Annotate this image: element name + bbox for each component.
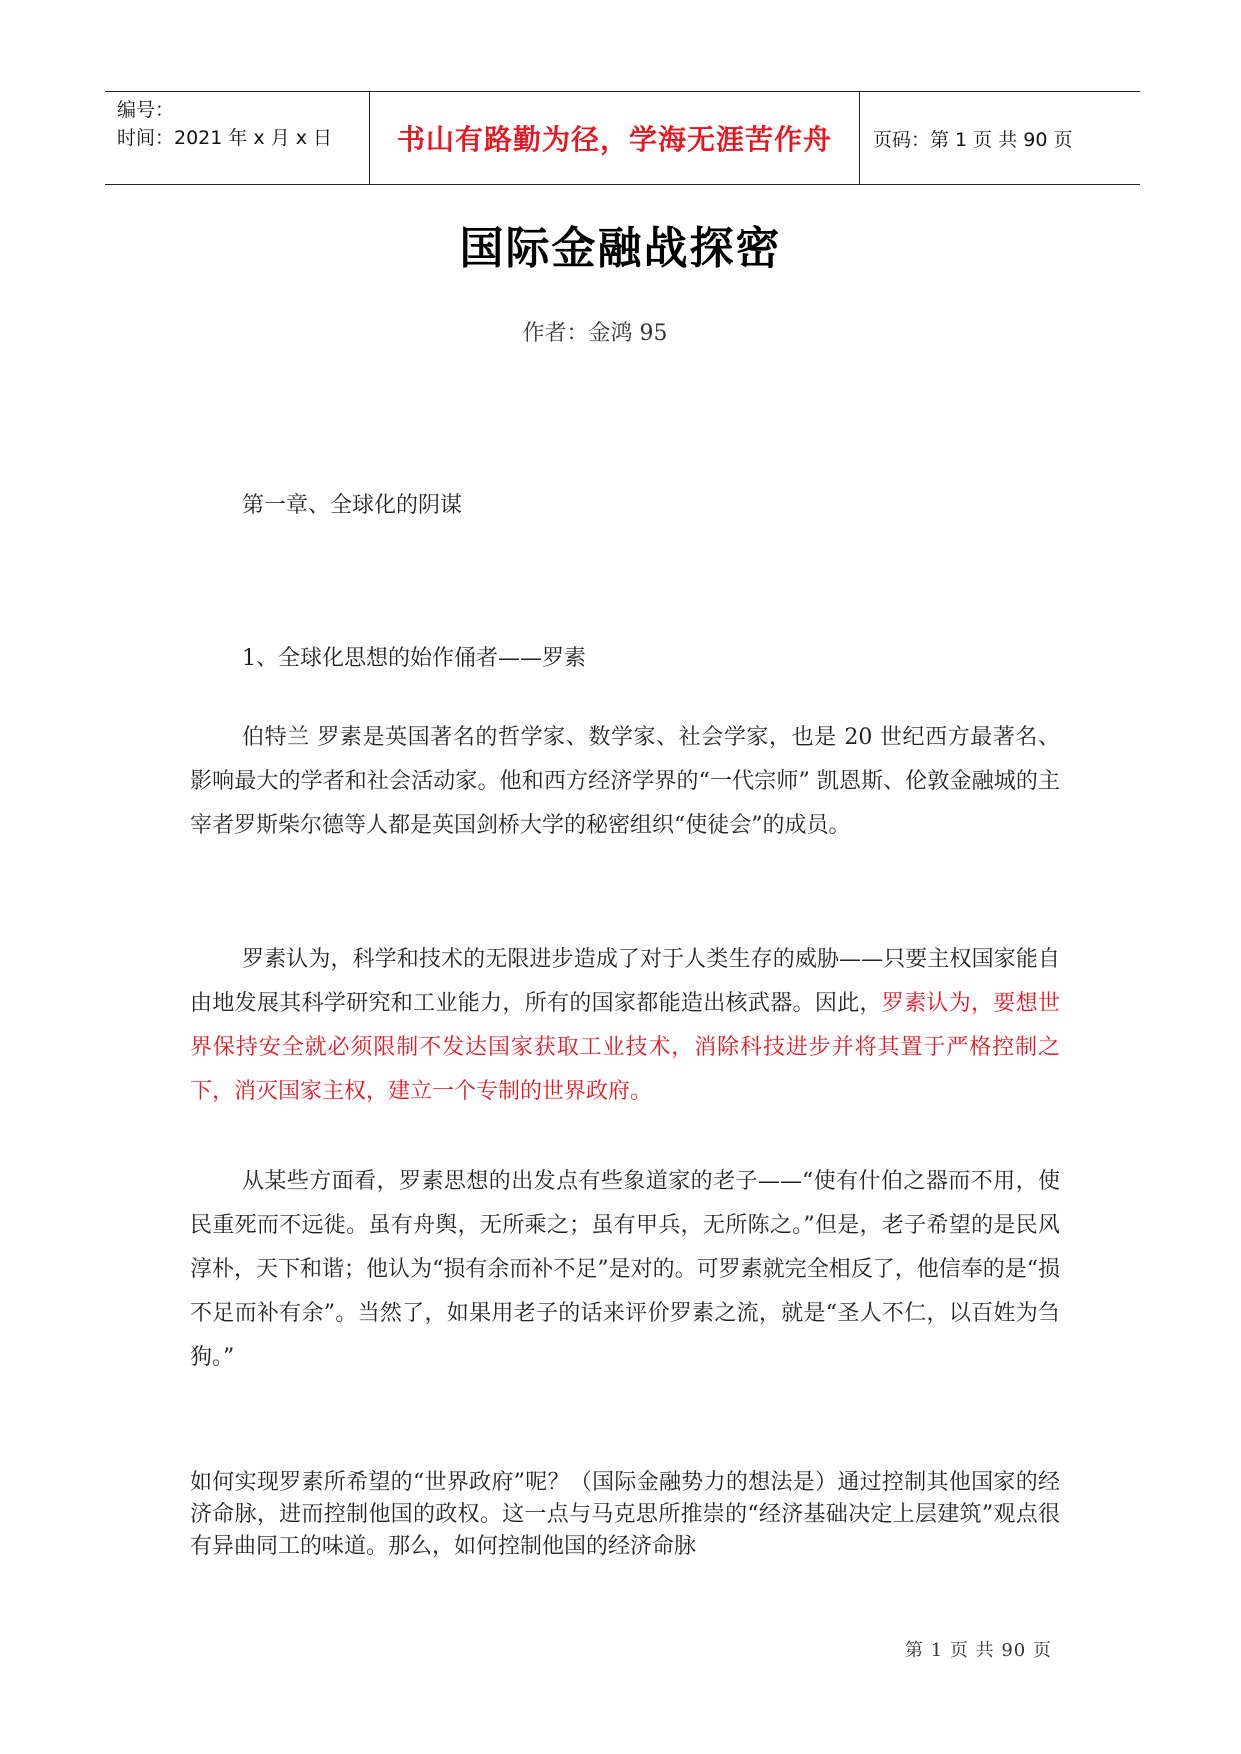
paragraph-text: 罗素认为，科学和技术的无限进步造成了对于人类生存的威胁——只要主权国家能自由地发展其科学研究和工业能力，所有的国家都能造出核武器。因此， [190, 947, 1060, 1016]
chapter-heading: 第一章、全球化的阴谋 [242, 493, 463, 518]
header-motto: 书山有路勤为径，学海无涯苦作舟 [396, 123, 832, 156]
header-page-info: 页码：第 1 页 共 90 页 [873, 128, 1073, 151]
page-footer: 第 1 页 共 90 页 [905, 1640, 1052, 1661]
paragraph: 伯特兰 罗素是英国著名的哲学家、数学家、社会学家，也是 20 世纪西方最著名、影响最大的学者和社会活动家。他和西方经济学界的“一代宗师” 凯恩斯、伦敦金融城的主宰者罗斯柴尔德等人都是英国剑桥大学的秘密组织“使徒会”的成员。 [190, 725, 1060, 838]
document-title: 国际金融战探密 [459, 223, 782, 274]
header-divider [859, 92, 860, 184]
header-meta [117, 96, 367, 152]
paragraph: 从某些方面看，罗素思想的出发点有些象道家的老子——“使有什伯之器而不用，使民重死而不远徙。虽有舟舆，无所乘之；虽有甲兵，无所陈之。”但是，老子希望的是民风淳朴，天下和谐；他认为“损有余而补不足”是对的。可罗素就完全相反了，他信奉的是“损不足而补有余”。当然了，如果用老子的话来评价罗素之流，就是“圣人不仁，以百姓为刍狗。” [190, 1169, 1060, 1370]
page-header [105, 91, 1140, 185]
header-time-label: 时间：2021 年 x 月 x 日 [117, 127, 333, 149]
highlighted-text: 罗素认为，要想世界保持安全就必须限制不发达国家获取工业技术，消除科技进步并将其置于严格控制之下，消灭国家主权，建立一个专制的世界政府。 [190, 991, 1060, 1104]
section-heading: 1、全球化思想的始作俑者——罗素 [242, 646, 586, 671]
paragraph: 如何实现罗素所希望的“世界政府”呢？（国际金融势力的想法是）通过控制其他国家的经济命脉，进而控制他国的政权。这一点与马克思所推崇的“经济基础决定上层建筑”观点很有异曲同工的味道。那么，如何控制他国的经济命脉 [190, 1470, 1060, 1559]
header-number-label: 编号： [117, 99, 175, 121]
paragraph [190, 938, 1060, 1114]
document-author: 作者：金鸿 95 [522, 321, 668, 346]
